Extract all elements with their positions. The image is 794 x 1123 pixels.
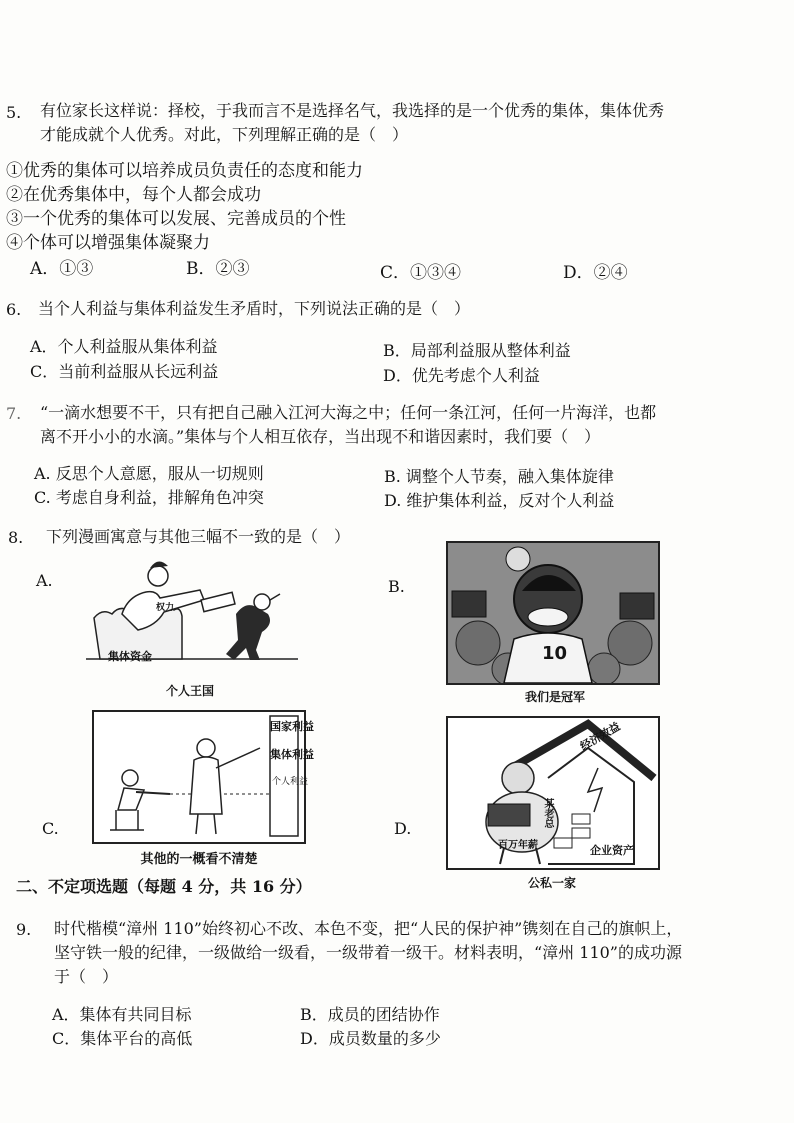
- cartoon-c: [92, 710, 314, 844]
- q9-stem-line2: 坚守铁一般的纪律，一级做给一级看，一级带着一级干。材料表明，“漳州 110”的成功源: [54, 943, 682, 962]
- q7-number: 7.: [6, 404, 22, 423]
- cartoon-c-chart-line1: 国家利益: [270, 720, 314, 733]
- q8-stem: 下列漫画寓意与其他三幅不一致的是（ ）: [46, 527, 351, 546]
- cartoon-d-tag-label: 某老总: [542, 798, 553, 828]
- cartoon-d-house-label: 企业资产: [590, 844, 634, 857]
- cartoon-a-box-label: 集体资金: [108, 650, 152, 663]
- q8-option-b-label[interactable]: B.: [388, 577, 405, 596]
- q6-option-a[interactable]: A．个人利益服从集体利益: [30, 337, 218, 356]
- cartoon-d-roof-label: 经济效益: [577, 719, 623, 754]
- cartoon-d: [446, 716, 660, 870]
- q5-statement-3: ③一个优秀的集体可以发展、完善成员的个性: [6, 209, 346, 229]
- q8-option-d-label[interactable]: D.: [394, 819, 412, 838]
- q5-statement-4: ④个体可以增强集体凝聚力: [6, 233, 210, 253]
- q8-number: 8.: [8, 528, 24, 547]
- cartoon-d-caption: 公私一家: [527, 876, 576, 890]
- q9-option-b[interactable]: B．成员的团结协作: [300, 1005, 440, 1024]
- cartoon-b-jersey-number: 10: [542, 643, 568, 664]
- section-2-title: 二、不定项选题（每题 4 分，共 16 分）: [16, 877, 312, 896]
- q7-stem-line1: “一滴水想要不干，只有把自己融入江河大海之中；任何一条江河，任何一片海洋，也都: [40, 403, 657, 422]
- cartoon-c-caption: 其他的一概看不清楚: [140, 852, 258, 867]
- q5-option-d[interactable]: D．②④: [563, 263, 628, 283]
- q9-option-c[interactable]: C．集体平台的高低: [52, 1029, 193, 1048]
- q9-number: 9.: [16, 920, 32, 939]
- cartoon-d-bag-label: 百万年薪: [498, 840, 538, 851]
- q9-stem-line1: 时代楷模“漳州 110”始终初心不改、本色不变，把“人民的保护神”镌刻在自己的旗帜上，: [54, 919, 683, 938]
- q8-option-c-label[interactable]: C.: [42, 819, 59, 838]
- q6-option-c[interactable]: C．当前利益服从长远利益: [30, 362, 219, 381]
- q9-option-a[interactable]: A．集体有共同目标: [52, 1005, 192, 1024]
- q6-option-d[interactable]: D．优先考虑个人利益: [383, 366, 540, 385]
- q6-option-b[interactable]: B．局部利益服从整体利益: [383, 341, 571, 360]
- q6-stem: 当个人利益与集体利益发生矛盾时，下列说法正确的是（ ）: [38, 299, 471, 318]
- q5-stem-line2: 才能成就个人优秀。对此，下列理解正确的是（ ）: [40, 125, 409, 144]
- q7-option-b[interactable]: B. 调整个人节奏，融入集体旋律: [384, 467, 614, 486]
- cartoon-a-caption: 个人王国: [165, 684, 214, 698]
- q5-option-c[interactable]: C．①③④: [380, 263, 462, 283]
- cartoon-c-chart-line2: 集体利益: [270, 748, 314, 761]
- cartoon-b-caption: 我们是冠军: [524, 690, 585, 704]
- cartoon-a: [86, 556, 298, 680]
- q5-option-b[interactable]: B．②③: [186, 259, 250, 279]
- q9-option-d[interactable]: D．成员数量的多少: [300, 1029, 441, 1048]
- q5-stem-line1: 有位家长这样说：择校，于我而言不是选择名气，我选择的是一个优秀的集体，集体优秀: [40, 101, 665, 120]
- q8-option-a-label[interactable]: A.: [36, 571, 53, 590]
- q5-option-a[interactable]: A．①③: [30, 259, 94, 279]
- q7-stem-line2: 离不开小小的水滴。”集体与个人相互依存，当出现不和谐因素时，我们要（ ）: [40, 427, 601, 446]
- cartoon-a-sign-label: 权力: [156, 603, 175, 613]
- q5-number: 5.: [6, 103, 22, 122]
- q7-option-d[interactable]: D. 维护集体利益，反对个人利益: [384, 491, 615, 510]
- q7-option-a[interactable]: A. 反思个人意愿，服从一切规则: [34, 464, 264, 483]
- q9-stem-line3: 于（ ）: [54, 967, 119, 986]
- cartoon-c-chart-line3: 个人利益: [272, 777, 309, 787]
- q5-statement-2: ②在优秀集体中，每个人都会成功: [6, 185, 261, 205]
- q7-option-c[interactable]: C. 考虑自身利益，排解角色冲突: [34, 488, 264, 507]
- cartoon-b: [446, 541, 660, 685]
- q5-statement-1: ①优秀的集体可以培养成员负责任的态度和能力: [6, 161, 363, 181]
- q6-number: 6.: [6, 300, 22, 319]
